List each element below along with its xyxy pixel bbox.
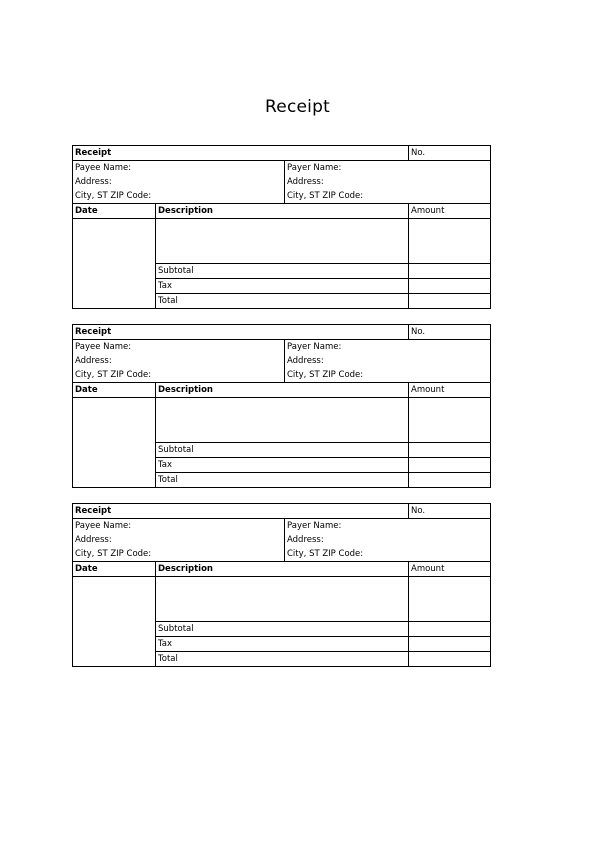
date-header: Date (73, 383, 156, 398)
subtotal-label: Subtotal (156, 622, 409, 637)
tax-label: Tax (156, 458, 409, 473)
amount-header: Amount (409, 562, 491, 577)
page-title: Receipt (265, 97, 330, 117)
payer-name-field[interactable]: Payer Name: (285, 161, 491, 176)
payee-name-field[interactable]: Payee Name: (73, 340, 285, 355)
description-header: Description (156, 383, 409, 398)
receipt-form-2 (72, 324, 491, 488)
payer-city-zip-field[interactable]: City, ST ZIP Code: (285, 547, 491, 562)
payer-address-field[interactable]: Address: (285, 354, 491, 368)
subtotal-field[interactable] (409, 443, 491, 458)
total-label: Total (156, 473, 409, 488)
payee-city-zip-field[interactable]: City, ST ZIP Code: (73, 189, 285, 204)
payee-address-field[interactable]: Address: (73, 533, 285, 547)
subtotal-field[interactable] (409, 264, 491, 279)
amount-field[interactable] (409, 577, 491, 622)
receipt-number-field[interactable]: No. (409, 146, 491, 161)
total-label: Total (156, 294, 409, 309)
amount-header: Amount (409, 383, 491, 398)
total-field[interactable] (409, 473, 491, 488)
description-header: Description (156, 204, 409, 219)
description-field[interactable] (156, 577, 409, 622)
receipt-form-1 (72, 145, 491, 309)
payee-city-zip-field[interactable]: City, ST ZIP Code: (73, 547, 285, 562)
total-field[interactable] (409, 294, 491, 309)
description-field[interactable] (156, 398, 409, 443)
payer-address-field[interactable]: Address: (285, 175, 491, 189)
receipt-number-field[interactable]: No. (409, 325, 491, 340)
payer-name-field[interactable]: Payer Name: (285, 519, 491, 534)
tax-field[interactable] (409, 458, 491, 473)
total-field[interactable] (409, 652, 491, 667)
total-label: Total (156, 652, 409, 667)
subtotal-field[interactable] (409, 622, 491, 637)
description-header: Description (156, 562, 409, 577)
amount-header: Amount (409, 204, 491, 219)
date-header: Date (73, 562, 156, 577)
amount-field[interactable] (409, 219, 491, 264)
date-field[interactable] (73, 398, 156, 488)
subtotal-label: Subtotal (156, 443, 409, 458)
date-field[interactable] (73, 219, 156, 309)
receipt-number-field[interactable]: No. (409, 504, 491, 519)
tax-field[interactable] (409, 637, 491, 652)
payee-name-field[interactable]: Payee Name: (73, 519, 285, 534)
payee-name-field[interactable]: Payee Name: (73, 161, 285, 176)
payer-city-zip-field[interactable]: City, ST ZIP Code: (285, 189, 491, 204)
payee-address-field[interactable]: Address: (73, 354, 285, 368)
date-field[interactable] (73, 577, 156, 667)
tax-label: Tax (156, 637, 409, 652)
tax-label: Tax (156, 279, 409, 294)
subtotal-label: Subtotal (156, 264, 409, 279)
payee-city-zip-field[interactable]: City, ST ZIP Code: (73, 368, 285, 383)
description-field[interactable] (156, 219, 409, 264)
receipt-heading: Receipt (73, 325, 409, 340)
payer-address-field[interactable]: Address: (285, 533, 491, 547)
payee-address-field[interactable]: Address: (73, 175, 285, 189)
date-header: Date (73, 204, 156, 219)
receipt-heading: Receipt (73, 146, 409, 161)
amount-field[interactable] (409, 398, 491, 443)
payer-name-field[interactable]: Payer Name: (285, 340, 491, 355)
receipt-form-3 (72, 503, 491, 667)
payer-city-zip-field[interactable]: City, ST ZIP Code: (285, 368, 491, 383)
tax-field[interactable] (409, 279, 491, 294)
receipt-heading: Receipt (73, 504, 409, 519)
